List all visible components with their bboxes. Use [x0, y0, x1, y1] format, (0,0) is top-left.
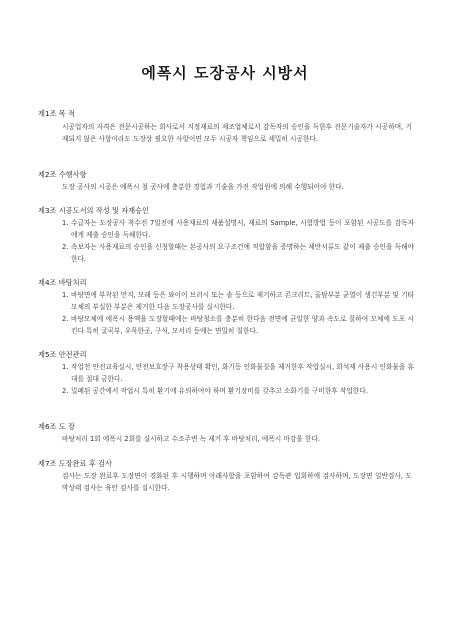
article-3-item-2 — [62, 242, 414, 265]
article-5-item-2 — [62, 386, 414, 398]
item-number: 1. — [62, 219, 69, 227]
article-7-body: 검사는 도장 완료후 도장면이 경화된 후 시행하며 아래사항을 포함하여 감독관 입회하에 검사하며, 도장면 일반검사, 도막상태 검사는 육안 검사를 실시한다. — [62, 472, 412, 492]
article-1-body: 시공업자의 자격은 전문시공하는 회사로서 지정재료의 제조업체로서 감독자의 승인을 득한후 전문기술자가 시공하며, 기재되지 않은 사항이라도 도장상 필요한 사항이면 모두 시공자 책임으로 세밀히 시공한다. — [62, 123, 412, 143]
article-2-body: 도장 공사의 시공은 에폭시 철 공사에 충분한 경험과 기술을 가진 작업원에 의해 수행되어야 한다. — [62, 183, 344, 191]
item-number: 2. — [62, 387, 69, 395]
article-3-item-1 — [62, 218, 414, 241]
item-text: 밀폐된 공간에서 작업시 특히 환기에 유의하여야 하며 환기장비를 갖추고 소화기를 구비한후 작업한다. — [71, 387, 368, 395]
item-text: 바탕면에 부착된 먼지, 모래 등은 와이어 브러시 또는 솔 등으로 제거하고 콘크리트, 올탐부분 균열이 생긴부분 및 기타 모체의 부실한 부분은 제거한 다음 도장공사를 실시한다. — [71, 291, 414, 311]
article-6-heading: 제6조 도 장 — [38, 422, 75, 431]
article-2-heading: 제2조 수행사항 — [38, 170, 87, 179]
article-5-item-1 — [62, 362, 414, 385]
item-text: 속보자는 사용재료의 승인을 신청할때는 본공사의 요구조건에 적합함을 증명하는 제반서류도 같이 제출 승인을 득해야 한다. — [71, 243, 414, 263]
item-text: 작업전 안전교육실시, 안전보호장구 착용상태 확인, 화기등 인화물질을 제거한후 작업실시, 회석재 사용시 인화물을 휴대를 절대 금한다. — [71, 363, 414, 383]
article-1-heading: 제1조 목 적 — [38, 109, 75, 118]
article-4-heading: 제4조 바탕처리 — [38, 278, 87, 287]
document-title: 에폭시 도장공사 시방서 — [141, 64, 309, 82]
article-4-item-1 — [62, 290, 414, 313]
item-text: 바탕모체에 에폭시 용액을 도장할때에는 바탕청소를 충분히 한다음 전면에 균일한 양과 속도로 칠하여 모체에 도포 시킨다 특히 굴곡부, 우묵한곳, 구석, 모서리 등에는 면밀히 칠한다. — [71, 315, 414, 335]
item-text: 수급자는 도장공사 착수전 7일전에 사용재료의 제품설명서, 재료의 Sample, 시험방법 등이 포함된 시공도를 감독자에게 제출 승인을 득해한다. — [71, 219, 414, 239]
item-number: 1. — [62, 363, 69, 371]
item-number: 2. — [62, 315, 69, 323]
article-7-heading: 제7조 도장완료 후 검사 — [38, 459, 112, 468]
article-5-heading: 제5조 안전관리 — [38, 350, 87, 359]
article-4-item-2 — [62, 314, 414, 337]
article-3-heading: 제3조 시공도서의 작성 및 자재승인 — [38, 206, 149, 215]
article-6-body: 바탕처리 1회 에폭시 2회를 실시하고 수조주변 녹 제거 후 바탕처리, 에폭시 마감을 한다. — [62, 435, 320, 443]
item-number: 2. — [62, 243, 69, 251]
item-number: 1. — [62, 291, 69, 299]
